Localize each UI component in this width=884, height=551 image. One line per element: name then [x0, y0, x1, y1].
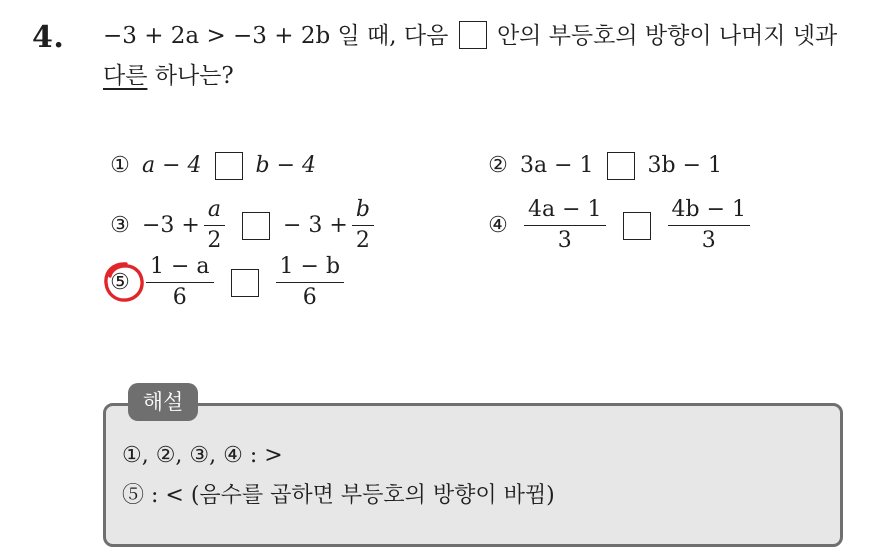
- fraction-denominator: 2: [355, 228, 370, 253]
- question-number: 4.: [32, 20, 65, 55]
- choice-left-prefix: −3 +: [142, 212, 200, 238]
- choice-left-fraction: [524, 197, 606, 254]
- choice-marker: ④: [488, 212, 508, 238]
- solution-line-2: ⑤ : < (음수를 곱하면 부등호의 방향이 바뀜): [122, 483, 555, 508]
- choice-right-prefix: − 3 +: [282, 212, 348, 238]
- fraction-denominator: 3: [701, 228, 716, 253]
- blank-box-icon: [242, 212, 270, 240]
- choice-left-expr: 3a − 1: [520, 153, 594, 178]
- fraction-denominator: 3: [557, 228, 572, 253]
- choice-3[interactable]: [108, 197, 378, 254]
- solution-box: [103, 403, 843, 547]
- choice-right-expr: b − 4: [255, 153, 317, 178]
- blank-box-icon: [459, 21, 487, 49]
- question-line-1: [103, 20, 837, 52]
- blank-box-icon: [215, 152, 243, 180]
- choice-right-fraction: [276, 254, 345, 311]
- choice-left-fraction: [204, 197, 225, 254]
- choice-4[interactable]: [486, 197, 754, 254]
- solution-line-1: ①, ②, ③, ④ : >: [122, 443, 283, 468]
- choice-right-expr: 3b − 1: [647, 153, 723, 178]
- choice-left-fraction: [146, 254, 214, 311]
- choice-right-fraction: [352, 197, 374, 254]
- question-text-c: 하나는?: [147, 63, 234, 89]
- fraction-denominator: 6: [172, 285, 187, 310]
- choice-right-fraction: [668, 197, 751, 254]
- fraction-numerator: a: [204, 197, 225, 226]
- choice-marker: ③: [110, 212, 130, 238]
- question-line-2: [103, 60, 234, 92]
- fraction-numerator: 1 − b: [276, 254, 345, 283]
- answer-circle-icon: [102, 260, 146, 304]
- choice-1[interactable]: [108, 152, 316, 180]
- fraction-numerator: 1 − a: [146, 254, 214, 283]
- choice-marker: ⑤: [110, 269, 130, 295]
- choice-marker: ②: [488, 153, 508, 178]
- blank-box-icon: [623, 212, 651, 240]
- underlined-word: 다른: [103, 63, 148, 89]
- condition-math: −3 + 2a > −3 + 2b: [103, 23, 331, 49]
- solution-tag: 해설: [128, 383, 198, 421]
- fraction-numerator: 4b − 1: [668, 197, 751, 226]
- fraction-denominator: 2: [207, 228, 222, 253]
- fraction-numerator: b: [352, 197, 374, 226]
- fraction-numerator: 4a − 1: [524, 197, 606, 226]
- question-text-a: 일 때, 다음: [330, 23, 449, 49]
- choice-2[interactable]: [486, 152, 722, 180]
- choice-marker: ①: [110, 153, 130, 178]
- question-text-b: 안의 부등호의 방향이 나머지 넷과: [496, 23, 838, 49]
- blank-box-icon: [231, 269, 259, 297]
- blank-box-icon: [607, 152, 635, 180]
- fraction-denominator: 6: [302, 285, 317, 310]
- choice-left-expr: a − 4: [142, 153, 202, 178]
